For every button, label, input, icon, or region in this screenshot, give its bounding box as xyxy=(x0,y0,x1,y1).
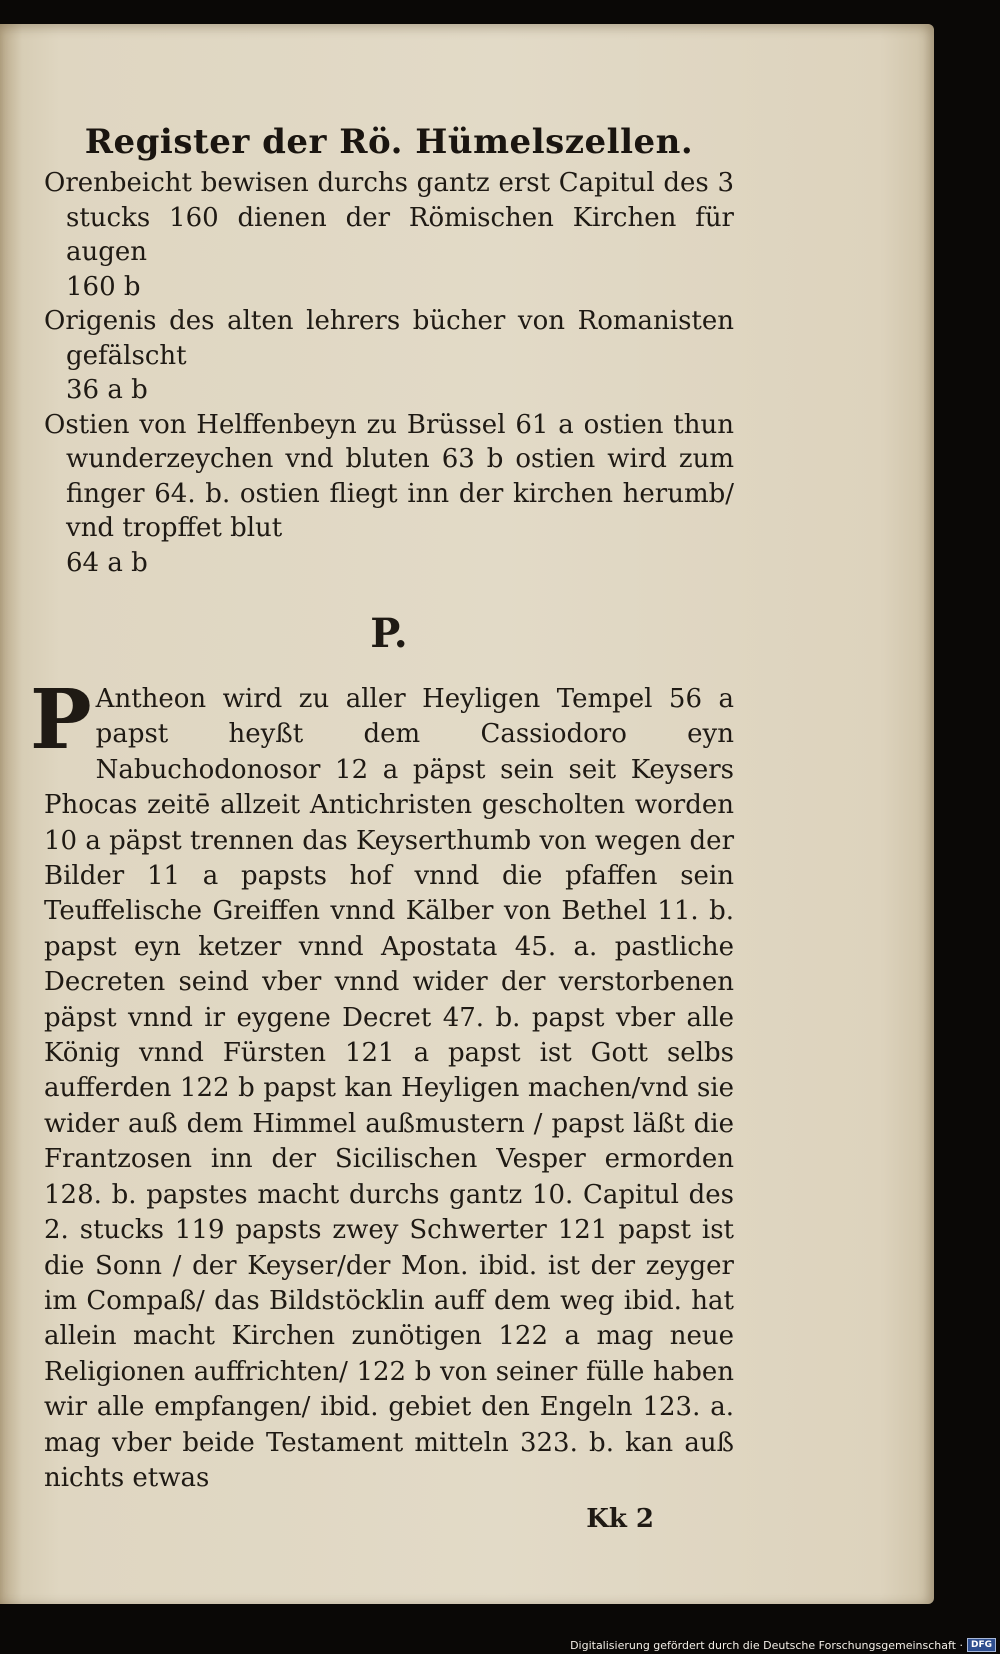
page-text-block xyxy=(30,82,734,1536)
section-letter-p: P. xyxy=(370,610,408,657)
entry-page-ref: 36 a b xyxy=(66,375,148,405)
entry-page-ref: 160 b xyxy=(66,271,141,302)
entry-page-ref: 64 a b xyxy=(66,547,148,578)
book-page xyxy=(0,24,934,1604)
digitization-credit xyxy=(570,1638,996,1652)
credit-text: Digitalisierung gefördert durch die Deutsche Forschungsgemeinschaft · xyxy=(570,1638,963,1652)
signature-mark: Kk 2 xyxy=(586,1504,654,1535)
entry-text: Antheon wird zu aller Heyligen Tempel 56 a papst heyßt dem Cassiodoro eyn Nabuchodonosor 12 a päpst sein seit Keysers Phocas zeitē allzeit Antichristen gescholten worden 10 a päpst trennen das Keyserthumb von wegen der Bilder 11 a papsts hof vnnd die pfaffen sein Teuffelische Greiffen vnnd Kälber von Bethel 11. b. papst eyn ketzer vnnd Apostata 45. a. pastliche Decreten seind vber vnnd wider der verstorbenen päpst vnnd ir eygene Decret 47. b. papst vber alle König vnnd Fürsten 121 a papst ist Gott selbs aufferden 122 b papst kan Heyligen machen/vnd sie wider auß dem Himmel außmustern / papst läßt die Frantzosen inn der Sicilischen Vesper ermorden 128. b. papstes macht durchs gantz 10. Capitul des 2. stucks 119 papsts zwey Schwerter 121 papst ist die Sonn / der Keyser/der Mon. ibid. ist der zeyger im Compaß/ das Bildstöcklin auff dem weg ibid. hat allein macht Kirchen zunötigen 122 a mag neue Religionen auffrichten/ 122 b von seiner fülle haben wir alle empfangen/ ibid. gebiet den Engeln 123. a. mag vber beide Testament mitteln 323. b. kan auß nichts etwas xyxy=(44,684,734,1493)
dropcap-letter: P xyxy=(30,672,92,768)
entry-text: Origenis des alten lehrers bücher von Romanisten gefälscht xyxy=(44,306,734,371)
entry-text: Ostien von Helffenbeyn zu Brüssel 61 a ostien thun wunderzeychen vnd bluten 63 b ostien wird zum finger 64. b. ostien fliegt inn der kirchen herumb/ vnd tropffet blut xyxy=(44,409,734,543)
index-entry-ostien xyxy=(44,408,734,581)
page-header: Register der Rö. Hümelszellen. xyxy=(84,122,694,162)
entry-text: Orenbeicht bewisen durchs gantz erst Capitul des 3 stucks 160 dienen der Römischen Kirchen für augen xyxy=(44,168,734,267)
dfg-logo: DFG xyxy=(967,1638,996,1652)
index-entry-origenis xyxy=(44,304,734,408)
index-entry-orenbeicht xyxy=(44,166,734,304)
index-entry-pantheon xyxy=(30,672,734,1496)
